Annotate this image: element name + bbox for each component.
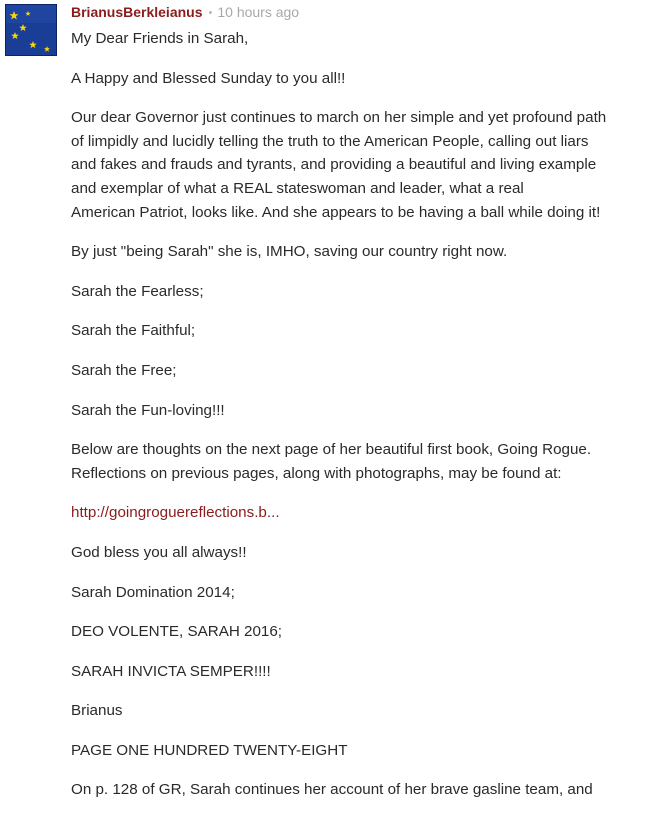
paragraph: [71, 581, 653, 605]
text-line: God bless you all always!!: [71, 543, 247, 561]
timestamp-link[interactable]: 10 hours ago: [217, 4, 300, 20]
paragraph: [71, 438, 653, 485]
text-line: Reflections on previous pages, along with photographs, may be found at:: [71, 464, 562, 482]
text-line: A Happy and Blessed Sunday to you all!!: [71, 69, 346, 87]
comment-content: [71, 0, 653, 818]
text-line: Brianus: [71, 702, 123, 720]
text-line: On p. 128 of GR, Sarah continues her account of her brave gasline team, and: [71, 781, 593, 799]
comment-body: [71, 27, 653, 802]
text-line: and fakes and frauds and tyrants, and providing a beautiful and living example: [71, 156, 597, 174]
text-line: By just "being Sarah" she is, IMHO, saving our country right now.: [71, 243, 508, 261]
paragraph: [71, 27, 653, 51]
paragraph: [71, 501, 653, 525]
text-line: and exemplar of what a REAL stateswoman and leader, what a real: [71, 179, 524, 197]
paragraph: [71, 359, 653, 383]
paragraph: [71, 399, 653, 423]
paragraph: [71, 541, 653, 565]
text-line: Sarah the Free;: [71, 361, 177, 379]
text-line: Our dear Governor just continues to march on her simple and yet profound path: [71, 109, 607, 127]
paragraph: [71, 280, 653, 304]
text-line: PAGE ONE HUNDRED TWENTY-EIGHT: [71, 741, 348, 759]
external-link[interactable]: http://goingroguereflections.b...: [71, 504, 280, 522]
paragraph: [71, 106, 653, 224]
text-line: Sarah Domination 2014;: [71, 583, 235, 601]
paragraph: [71, 319, 653, 343]
text-line: Below are thoughts on the next page of her beautiful first book, Going Rogue.: [71, 441, 592, 459]
eu-stars-flag-icon: [6, 5, 56, 55]
paragraph: [71, 739, 653, 763]
paragraph: [71, 240, 653, 264]
paragraph: [71, 699, 653, 723]
text-line: Sarah the Fearless;: [71, 282, 204, 300]
text-line: SARAH INVICTA SEMPER!!!!: [71, 662, 271, 680]
avatar[interactable]: [5, 4, 57, 56]
text-line: American Patriot, looks like. And she appears to be having a ball while doing it!: [71, 203, 601, 221]
text-line: Sarah the Faithful;: [71, 322, 196, 340]
paragraph: [71, 660, 653, 684]
text-line: My Dear Friends in Sarah,: [71, 30, 249, 47]
text-line: Sarah the Fun-loving!!!: [71, 401, 225, 419]
separator-dot: •: [208, 7, 213, 19]
paragraph: [71, 620, 653, 644]
text-line: of limpidly and lucidly telling the truth to the American People, calling out liars: [71, 132, 589, 150]
comment-header: [71, 0, 653, 24]
paragraph: [71, 778, 653, 802]
text-line: DEO VOLENTE, SARAH 2016;: [71, 623, 283, 641]
paragraph: [71, 67, 653, 91]
author-link[interactable]: BrianusBerkleianus: [71, 4, 203, 20]
